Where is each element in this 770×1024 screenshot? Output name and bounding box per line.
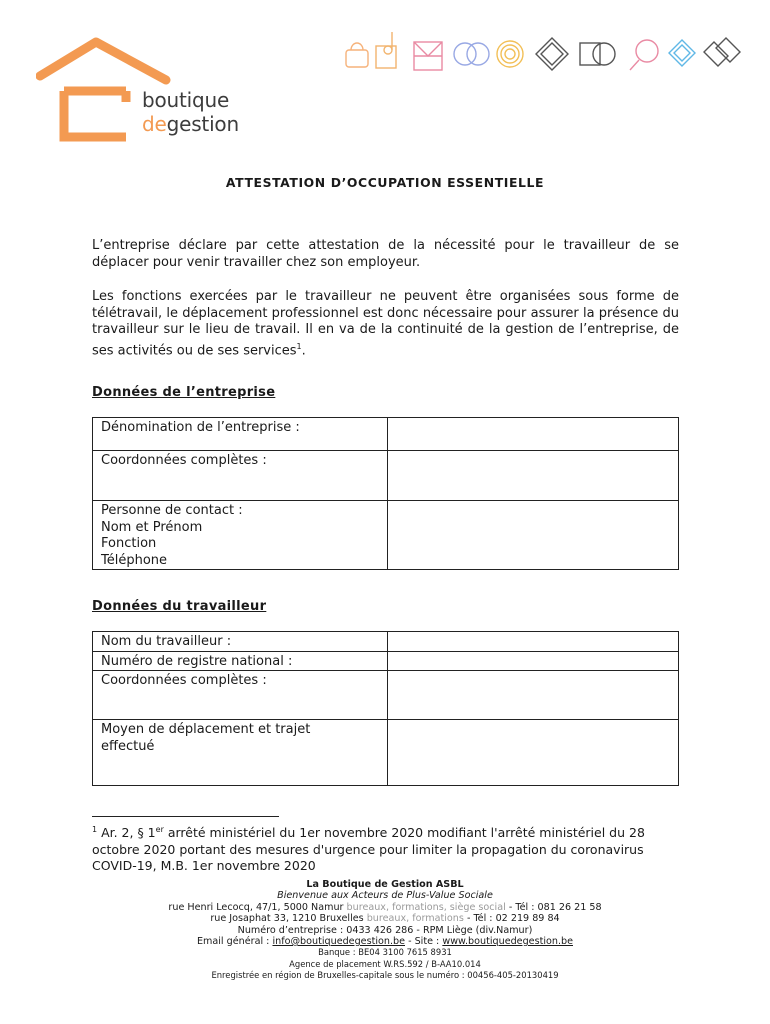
contact-person-field[interactable] bbox=[388, 501, 679, 570]
worker-name-field[interactable] bbox=[388, 632, 679, 652]
target-icon bbox=[497, 41, 523, 67]
footnote-text: arrêté ministériel du 1er novembre 2020 modifiant l'arrêté ministériel du 28 octobre 2020 portant des mesures d'urgence pour limiter la propagation du coronavirus COVID-19, M.B. 1er novembre 2020 bbox=[92, 825, 645, 874]
national-register-field[interactable] bbox=[388, 651, 679, 671]
document-title: ATTESTATION D’OCCUPATION ESSENTIELLE bbox=[225, 175, 545, 190]
footer-org: La Boutique de Gestion ASBL bbox=[306, 879, 464, 890]
footer-email-label: Email général : bbox=[196, 936, 270, 948]
intro-paragraph: L’entreprise déclare par cette attestation de la nécessité pour le travailleur de se déplacer pour venir travailler chez son employeur. bbox=[92, 238, 679, 270]
worker-name-label: Nom du travailleur : bbox=[93, 632, 388, 652]
rotated-square-icon bbox=[669, 40, 695, 66]
worker-details-label: Coordonnées complètes : bbox=[93, 671, 388, 720]
table-row bbox=[93, 720, 679, 786]
logo-word-de: de bbox=[142, 112, 167, 136]
footer-address-2-note: bureaux, formations bbox=[366, 913, 464, 925]
table-row bbox=[93, 451, 679, 501]
transport-field[interactable] bbox=[388, 720, 679, 786]
footnote-number: 1 bbox=[92, 825, 98, 834]
contact-phone-line: Téléphone bbox=[101, 552, 168, 568]
footer-email-link[interactable]: info@boutiquedegestion.be bbox=[272, 936, 405, 948]
footnote bbox=[92, 822, 682, 875]
footer-address-1-tel: - Tél : 081 26 21 58 bbox=[508, 901, 602, 913]
contact-name-line: Nom et Prénom bbox=[101, 519, 203, 535]
logo-house bbox=[64, 91, 126, 137]
logo-word-gestion: gestion bbox=[166, 112, 239, 136]
footer-address-1: rue Henri Lecocq, 47/1, 5000 Namur bbox=[168, 901, 344, 913]
page-footer bbox=[0, 879, 770, 981]
worker-form-table bbox=[92, 631, 679, 786]
justification-paragraph bbox=[92, 289, 679, 359]
logo-wordmark bbox=[142, 88, 239, 136]
footer-agency: Agence de placement W.RS.592 / B-AA10.014 bbox=[289, 958, 481, 969]
footnote-divider bbox=[92, 816, 279, 817]
footnote-reference: 1 bbox=[296, 341, 302, 351]
footer-address-2-tel: - Tél : 02 219 89 84 bbox=[466, 913, 560, 925]
contact-person-line: Personne de contact : bbox=[101, 503, 243, 518]
transport-line-1: Moyen de déplacement et trajet bbox=[101, 722, 311, 737]
footnote-sup: er bbox=[155, 825, 164, 834]
contact-person-label bbox=[93, 501, 388, 570]
table-row bbox=[93, 651, 679, 671]
table-row bbox=[93, 632, 679, 652]
decorative-icons-row bbox=[342, 30, 747, 76]
company-section-heading: Données de l’entreprise bbox=[92, 385, 276, 400]
company-name-field[interactable] bbox=[388, 418, 679, 451]
table-row bbox=[93, 418, 679, 451]
footer-site-label: - Site : bbox=[408, 936, 440, 948]
table-row bbox=[93, 501, 679, 570]
footer-tagline: Bienvenue aux Acteurs de Plus-Value Sociale bbox=[277, 890, 493, 902]
envelope-icon bbox=[414, 42, 442, 70]
contact-function-line: Fonction bbox=[101, 536, 157, 551]
shapes-icon bbox=[580, 43, 615, 65]
logo-roof bbox=[40, 42, 166, 80]
company-details-field[interactable] bbox=[388, 451, 679, 501]
footer-bank: Banque : BE04 3100 7615 8931 bbox=[318, 947, 452, 958]
footer-address-2: rue Josaphat 33, 1210 Bruxelles bbox=[210, 913, 364, 925]
worker-details-field[interactable] bbox=[388, 671, 679, 720]
bag-icon bbox=[346, 43, 368, 67]
note-icon bbox=[376, 32, 396, 68]
company-form-table bbox=[92, 417, 679, 570]
diamond-icon bbox=[536, 38, 568, 70]
footer-registration: Enregistrée en région de Bruxelles-capitale sous le numéro : 00456-405-20130419 bbox=[211, 969, 559, 980]
justification-text: Les fonctions exercées par le travailleur ne peuvent être organisées sous forme de télétravail, le déplacement professionnel est donc nécessaire pour assurer la présence du travailleur sur le lieu de travail. Il en va de la continuité de la gestion de l’entreprise, de ses activités ou de ses services bbox=[92, 289, 679, 358]
magnifier-icon bbox=[630, 40, 658, 70]
transport-label bbox=[93, 720, 388, 786]
rings-icon bbox=[454, 43, 489, 65]
company-details-label: Coordonnées complètes : bbox=[93, 451, 388, 501]
footer-enterprise-number: Numéro d’entreprise : 0433 426 286 - RPM Liège (div.Namur) bbox=[237, 924, 533, 936]
footer-contact bbox=[0, 936, 770, 947]
company-name-label: Dénomination de l’entreprise : bbox=[93, 418, 388, 451]
footer-address-bruxelles bbox=[0, 913, 770, 924]
paragraph-end: . bbox=[301, 342, 306, 358]
footnote-prefix: Ar. 2, § 1 bbox=[97, 825, 156, 841]
logo-word-boutique: boutique bbox=[142, 88, 230, 112]
transport-line-2: effectué bbox=[101, 738, 155, 754]
double-square-icon bbox=[704, 38, 740, 66]
worker-section-heading: Données du travailleur bbox=[92, 599, 267, 614]
footer-address-namur bbox=[0, 902, 770, 913]
footer-address-1-note: bureaux, formations, siège social bbox=[346, 901, 506, 913]
national-register-label: Numéro de registre national : bbox=[93, 651, 388, 671]
table-row bbox=[93, 671, 679, 720]
footer-site-link[interactable]: www.boutiquedegestion.be bbox=[442, 936, 573, 948]
